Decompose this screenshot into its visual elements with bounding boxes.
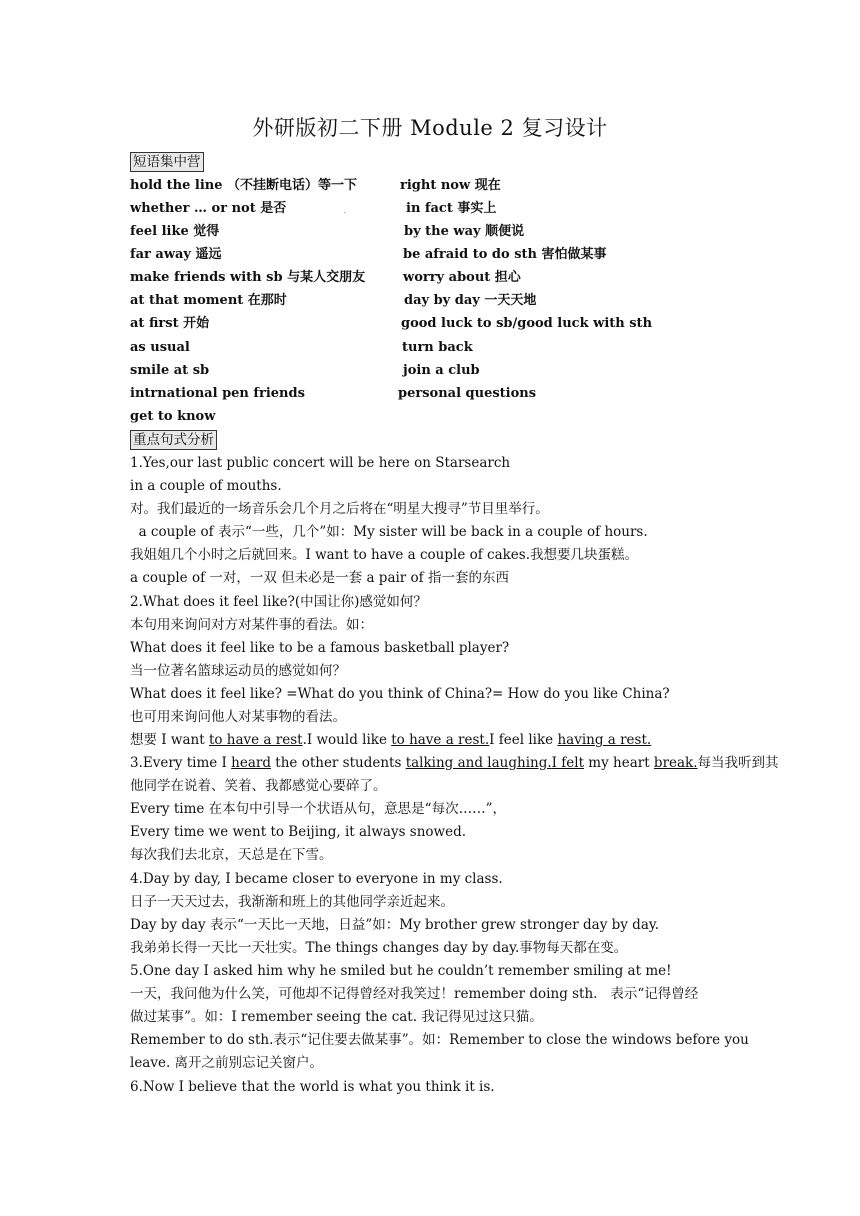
text-run: 每当我听到其 xyxy=(697,755,779,771)
text-line: 1.Yes,our last public concert will be here on Starsearch xyxy=(130,455,511,471)
text-run: my heart xyxy=(584,755,654,771)
phrase-item: at that moment 在那时 xyxy=(130,293,287,308)
text-line: 一天，我问他为什么笑，可他却不记得曾经对我笑过！remember doing sth. 表示“记得曾经 xyxy=(130,986,699,1002)
text-line: a couple of 一对，一双 但未必是一套 a pair of 指一套的东西 xyxy=(130,570,509,586)
text-line: 6.Now I believe that the world is what you think it is. xyxy=(130,1079,495,1095)
underlined-phrase: I felt xyxy=(551,755,584,771)
text-run: I feel like xyxy=(489,732,558,748)
text-line: a couple of 表示“一些，几个”如：My sister will be back in a couple of hours. xyxy=(130,524,648,540)
underlined-phrase: to have a rest. xyxy=(391,732,490,748)
text-line: Day by day 表示“一天比一天地，日益”如：My brother grew stronger day by day. xyxy=(130,917,659,933)
phrase-item: hold the line （不挂断电话）等一下 xyxy=(130,178,358,193)
text-run: 3.Every time I xyxy=(130,755,232,771)
underlined-phrase: having a rest. xyxy=(557,732,652,748)
text-line: 当一位著名篮球运动员的感觉如何？ xyxy=(130,663,346,679)
text-run: the other students xyxy=(271,755,406,771)
phrase-item: right now 现在 xyxy=(400,178,501,193)
text-line: 本句用来询问对方对某件事的看法。如： xyxy=(130,617,373,633)
text-line: 5.One day I asked him why he smiled but he couldn’t remember smiling at me! xyxy=(130,963,672,979)
text-line: 日子一天天过去，我渐渐和班上的其他同学亲近起来。 xyxy=(130,894,454,910)
underlined-phrase: break. xyxy=(653,755,698,771)
underlined-phrase: to have a rest xyxy=(208,732,303,748)
text-line: Every time 在本句中引导一个状语从句，意思是“每次……”， xyxy=(130,801,506,817)
text-line: 也可用来询问他人对某事物的看法。 xyxy=(130,709,346,725)
section-label-phrases: 短语集中营 xyxy=(130,152,204,172)
phrase-item: feel like 觉得 xyxy=(130,224,220,239)
text-line: 我弟弟长得一天比一天壮实。The things changes day by day.事物每天都在变。 xyxy=(130,940,628,956)
phrase-item: in fact 事实上 xyxy=(406,201,497,216)
phrase-item: day by day 一天天地 xyxy=(404,293,537,308)
text-run: 想要 I want xyxy=(130,732,209,748)
phrase-item: get to know xyxy=(130,409,216,424)
section-label-sentences: 重点句式分析 xyxy=(130,430,217,450)
phrase-item: make friends with sb 与某人交朋友 xyxy=(130,270,366,285)
text-line: 做过某事”。如：I remember seeing the cat. 我记得见过这只猫。 xyxy=(130,1009,543,1025)
underlined-phrase: talking and laughing. xyxy=(405,755,552,771)
phrase-item: join a club xyxy=(403,363,480,378)
text-line: Remember to do sth.表示“记住要去做某事”。如：Remember to close the windows before you xyxy=(130,1032,749,1048)
phrase-item: worry about 担心 xyxy=(403,270,521,285)
text-line: What does it feel like to be a famous basketball player? xyxy=(130,640,510,656)
underlined-phrase: heard xyxy=(231,755,271,771)
text-line: 每次我们去北京，天总是在下雪。 xyxy=(130,847,333,863)
text-line: in a couple of mouths. xyxy=(130,478,282,494)
phrase-item: by the way 顺便说 xyxy=(404,224,525,239)
text-line: leave. 离开之前别忘记关窗户。 xyxy=(130,1055,324,1071)
phrase-item: far away 遥远 xyxy=(130,247,222,262)
phrase-item: at first 开始 xyxy=(130,316,210,331)
phrase-item: turn back xyxy=(402,340,473,355)
page-title: 外研版初二下册 Module 2 复习设计 xyxy=(252,116,608,140)
text-line xyxy=(130,731,651,749)
phrase-item: smile at sb xyxy=(130,363,210,378)
text-line: Every time we went to Beijing, it always snowed. xyxy=(130,824,467,840)
phrase-item: be afraid to do sth 害怕做某事 xyxy=(403,247,607,262)
text-line: What does it feel like? =What do you think of China?= How do you like China? xyxy=(130,686,670,702)
phrase-item: personal questions xyxy=(398,386,537,401)
text-line: 2.What does it feel like?(中国让你)感觉如何？ xyxy=(130,594,427,610)
phrase-item: good luck to sb/good luck with sth xyxy=(401,316,653,331)
phrase-item: as usual xyxy=(130,340,190,355)
stray-mark: . xyxy=(343,206,346,216)
text-line: 我姐姐几个小时之后就回来。I want to have a couple of cakes.我想要几块蛋糕。 xyxy=(130,547,639,563)
text-line: 4.Day by day, I became closer to everyone in my class. xyxy=(130,871,503,887)
text-line: 对。我们最近的一场音乐会几个月之后将在“明星大搜寻”节目里举行。 xyxy=(130,501,549,517)
phrase-item: intrnational pen friends xyxy=(130,386,305,401)
phrase-item: whether … or not 是否 xyxy=(130,201,287,216)
text-line xyxy=(130,754,779,772)
text-line: 他同学在说着、笑着、我都感觉心要碎了。 xyxy=(130,778,387,794)
text-run: .I would like xyxy=(302,732,392,748)
